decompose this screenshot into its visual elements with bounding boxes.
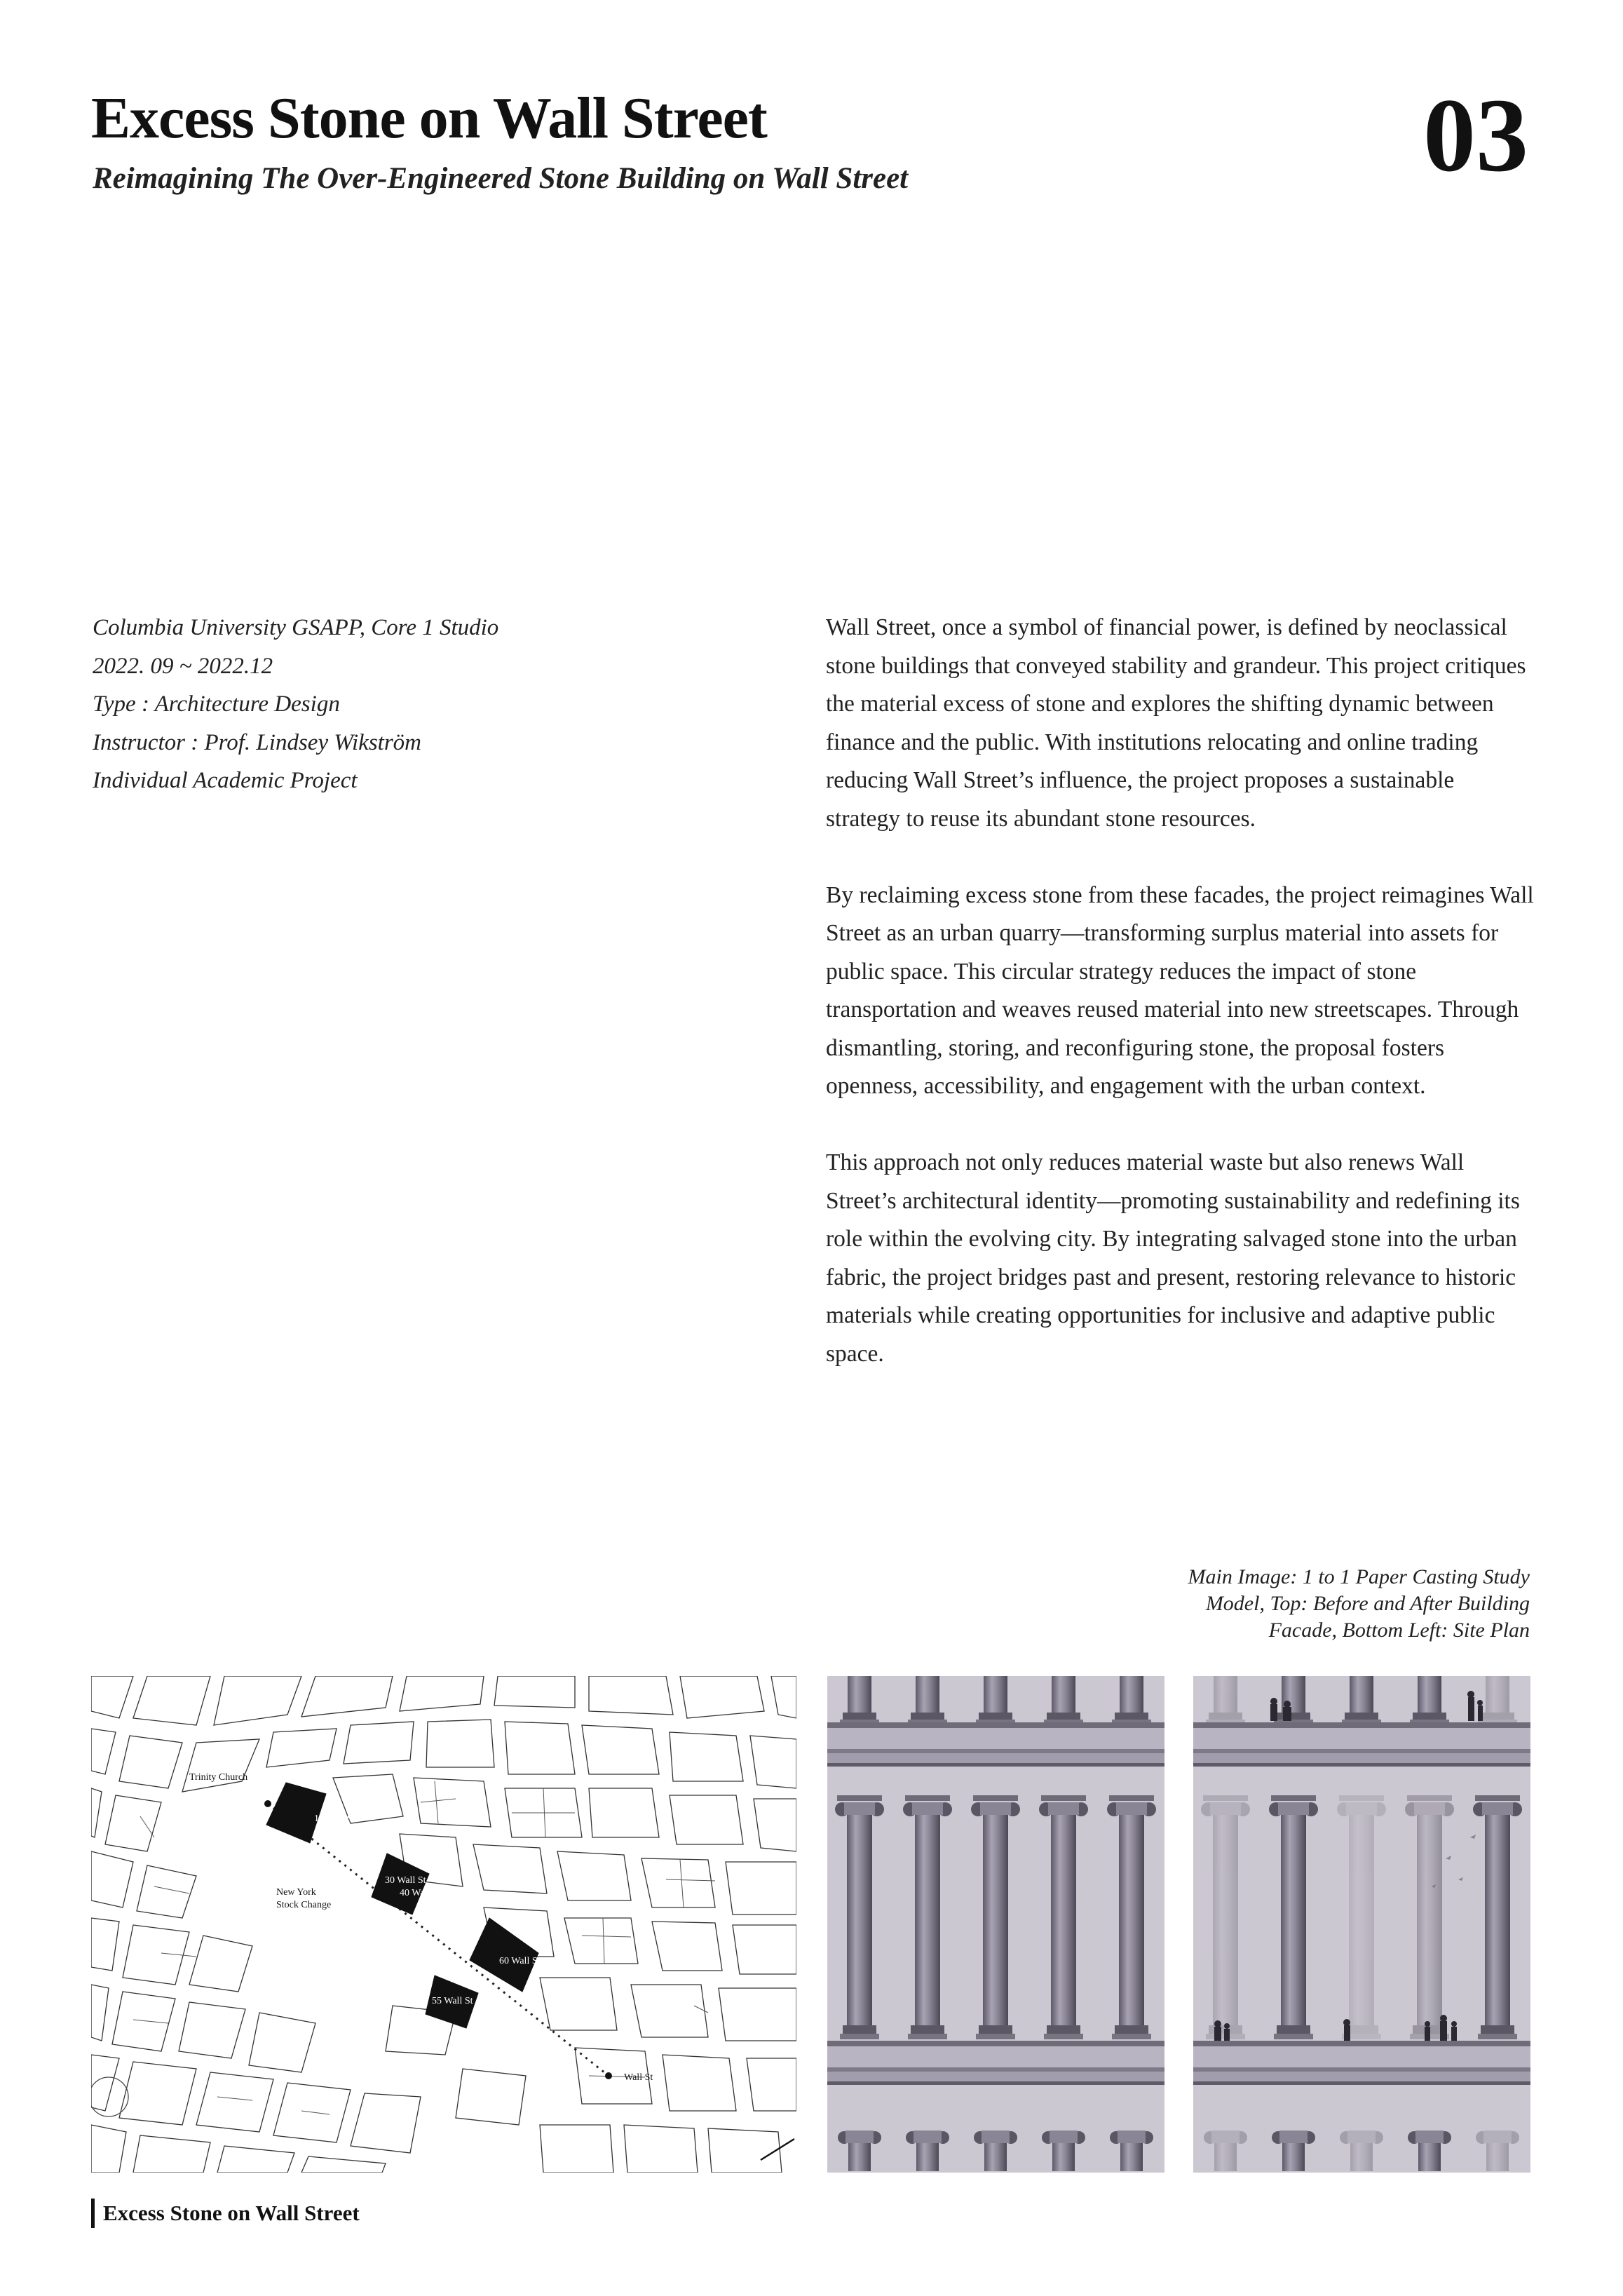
image-caption xyxy=(1137,1564,1530,1644)
description-paragraph: By reclaiming excess stone from these facades, the project reimagines Wall Street as an urban quarry—transforming surplus material into assets for public space. This circular strategy reduces the impact of stone transportation and weaves reused material into new streetscapes. Through dismantling, storing, and reconfiguring stone, the proposal fosters openness, accessibility, and engagement with the urban context. xyxy=(826,882,1534,1099)
building-14-wall-st xyxy=(266,1783,326,1843)
page-number: 03 xyxy=(1423,77,1528,194)
label-30-wall-st: 30 Wall St xyxy=(385,1875,426,1886)
facade-before-drawing xyxy=(827,1676,1164,2173)
caption-line: Facade, Bottom Left: Site Plan xyxy=(1268,1619,1530,1642)
label-55-wall-st: 55 Wall St xyxy=(432,1996,473,2006)
facade-after-image xyxy=(1193,1676,1530,2173)
caption-line: Model, Top: Before and After Building xyxy=(1205,1592,1530,1615)
project-instructor: Instructor : Prof. Lindsey Wikström xyxy=(93,729,422,755)
description-paragraph: This approach not only reduces material waste but also renews Wall Street’s architectural identity—promoting sustainability and redefining its role within the evolving city. By integrating salvaged stone into the urban fabric, the project bridges past and present, restoring relevance to historic materials while creating opportunities for inclusive and adaptive public space. xyxy=(826,1149,1520,1367)
label-14-wall-st: 14 Wall St xyxy=(314,1814,355,1824)
project-school: Columbia University GSAPP, Core 1 Studio xyxy=(93,615,499,640)
label-40-wall-st: 40 Wall St xyxy=(400,1888,441,1898)
project-description xyxy=(826,609,1534,1412)
footer-label: Excess Stone on Wall Street xyxy=(91,2199,360,2228)
page-title: Excess Stone on Wall Street xyxy=(91,86,767,151)
project-info xyxy=(93,609,724,800)
trinity-marker xyxy=(264,1800,271,1807)
label-nyse: New York xyxy=(276,1887,316,1898)
label-nyse: Stock Change xyxy=(276,1900,332,1910)
facade-before-image xyxy=(827,1676,1164,2173)
project-type: Type : Architecture Design xyxy=(93,691,340,717)
project-category: Individual Academic Project xyxy=(93,768,358,793)
site-plan-image xyxy=(91,1676,796,2173)
label-60-wall-st: 60 Wall St xyxy=(499,1956,541,1966)
project-dates: 2022. 09 ~ 2022.12 xyxy=(93,653,273,679)
site-plan-map xyxy=(91,1676,796,2173)
wall-st-marker xyxy=(605,2072,612,2079)
label-trinity-church: Trinity Church xyxy=(189,1772,248,1783)
page-subtitle: Reimagining The Over-Engineered Stone Building on Wall Street xyxy=(93,162,909,195)
facade-after-drawing xyxy=(1193,1676,1530,2173)
caption-line: Main Image: 1 to 1 Paper Casting Study xyxy=(1188,1565,1530,1588)
label-wall-st: Wall St xyxy=(624,2072,653,2083)
description-paragraph: Wall Street, once a symbol of financial power, is defined by neoclassical stone buildings that conveyed stability and grandeur. This project critiques the material excess of stone and explores the shifting dynamic between finance and the public. With institutions relocating and online trading reducing Wall Street’s influence, the project proposes a sustainable strategy to reuse its abundant stone resources. xyxy=(826,614,1526,832)
